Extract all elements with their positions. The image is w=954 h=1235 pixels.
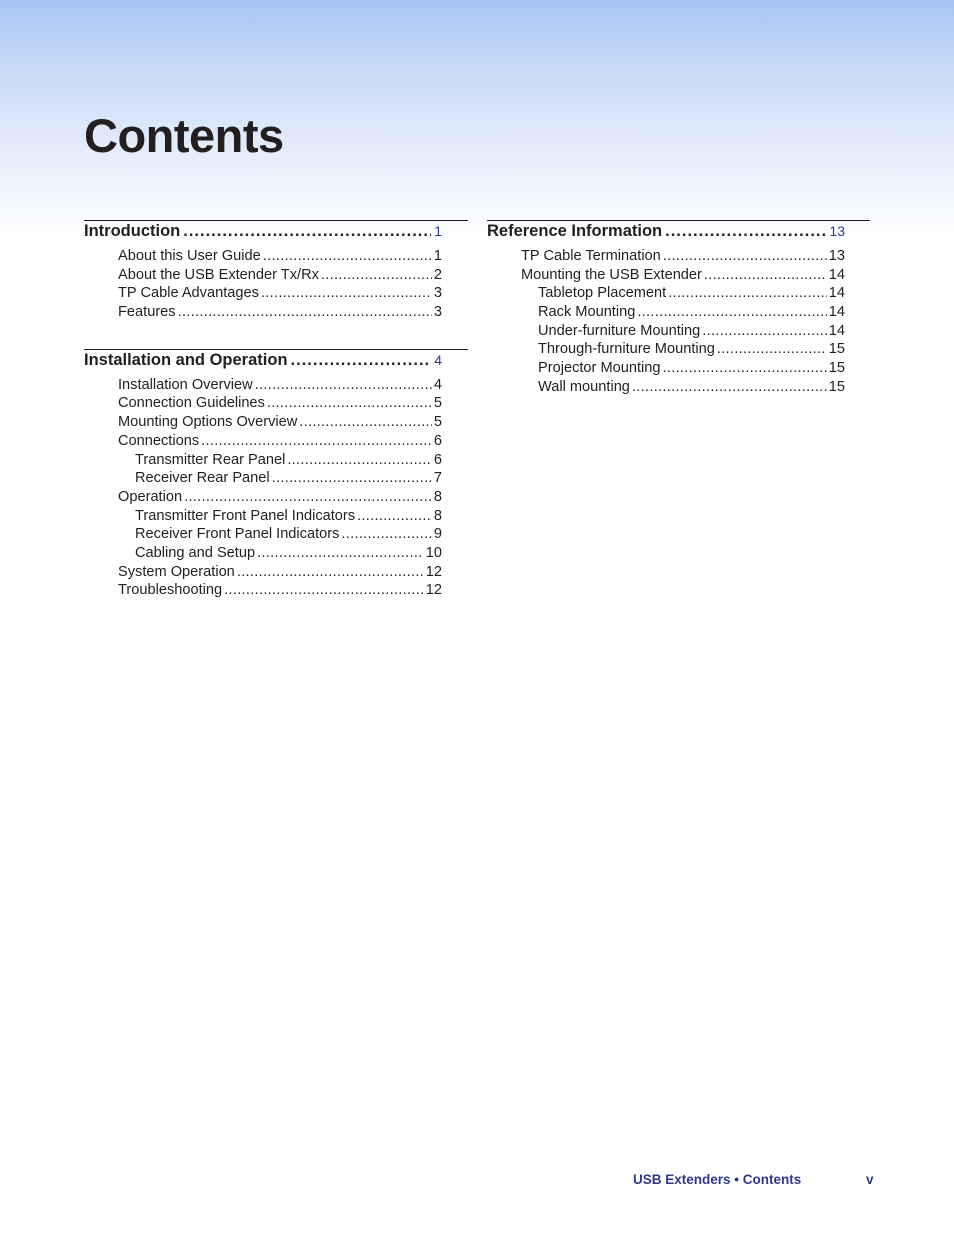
toc-section-heading[interactable] (487, 221, 845, 246)
dot-leader (704, 267, 827, 283)
toc-entry-page: 7 (433, 470, 442, 487)
toc-entry-label: Projector Mounting (538, 360, 661, 377)
toc-entry-page: 15 (828, 378, 845, 395)
section-page-link[interactable]: 1 (434, 223, 442, 239)
dot-leader (263, 248, 432, 264)
toc-entry-page: 13 (828, 248, 845, 264)
toc-entry[interactable] (538, 323, 845, 342)
toc-entry[interactable] (521, 267, 845, 286)
dot-leader (255, 377, 432, 393)
toc-entry-label: Operation (118, 488, 183, 505)
toc-entry-label: Under-furniture Mounting (538, 322, 701, 339)
section-divider (487, 220, 870, 246)
toc-entry-page: 12 (425, 582, 442, 599)
page-title: Contents (84, 109, 284, 162)
toc-entry-list (487, 248, 870, 398)
dot-leader (632, 379, 827, 395)
toc-entry-list (84, 248, 468, 323)
toc-entry-page: 15 (828, 341, 845, 358)
toc-entry[interactable] (521, 248, 845, 267)
dot-leader (287, 452, 432, 468)
toc-entry-label: Mounting Options Overview (118, 414, 298, 431)
toc-entry-page: 4 (433, 376, 442, 393)
dot-leader (637, 304, 826, 320)
dot-leader (717, 341, 827, 357)
dot-leader (665, 222, 826, 241)
dot-leader (321, 267, 432, 283)
toc-entry-label: Receiver Rear Panel (135, 470, 270, 487)
dot-leader (663, 360, 827, 376)
toc-left-column (84, 220, 468, 601)
toc-entry-label: Installation Overview (118, 376, 253, 393)
toc-section-heading[interactable] (84, 350, 442, 375)
toc-entry-label: Connection Guidelines (118, 395, 265, 412)
toc-entry-label: Mounting the USB Extender (521, 266, 702, 283)
toc-entry-page: 14 (828, 322, 845, 339)
toc-section (84, 349, 468, 601)
toc-entry-label: Cabling and Setup (135, 544, 256, 561)
toc-entry[interactable] (538, 341, 845, 360)
toc-entry-label: Through-furniture Mounting (538, 341, 715, 358)
toc-entry-page: 3 (433, 285, 442, 302)
toc-entry-page: 6 (433, 432, 442, 449)
footer-document-title: USB Extenders • Contents (633, 1172, 802, 1187)
dot-leader (201, 433, 432, 449)
toc-entry[interactable] (118, 489, 442, 508)
toc-entry-page: 8 (433, 507, 442, 524)
toc-entry[interactable] (538, 360, 845, 379)
toc-entry-label: TP Cable Termination (521, 248, 661, 264)
dot-leader (184, 489, 432, 505)
dot-leader (341, 526, 431, 542)
section-heading-label: Installation and Operation (84, 350, 288, 369)
dot-leader (224, 582, 424, 598)
toc-entry[interactable] (118, 414, 442, 433)
dot-leader (299, 414, 432, 430)
toc-entry-label: Features (118, 304, 176, 321)
toc-entry-label: About this User Guide (118, 248, 261, 264)
dot-leader (357, 508, 432, 524)
dot-leader (237, 564, 424, 580)
toc-entry-label: TP Cable Advantages (118, 285, 259, 302)
dot-leader (663, 248, 827, 264)
toc-entry-label: System Operation (118, 563, 235, 580)
toc-right-column (487, 220, 870, 398)
dot-leader (702, 323, 827, 339)
section-divider (84, 349, 468, 375)
toc-entry-label: Transmitter Front Panel Indicators (135, 507, 356, 524)
toc-entry[interactable] (118, 582, 442, 601)
toc-entry-label: Transmitter Rear Panel (135, 451, 286, 468)
section-heading-label: Introduction (84, 222, 181, 240)
toc-entry-label: About the USB Extender Tx/Rx (118, 266, 319, 283)
toc-entry[interactable] (118, 285, 442, 304)
dot-leader (668, 285, 827, 301)
toc-entry-page: 9 (433, 526, 442, 543)
toc-entry-label: Receiver Front Panel Indicators (135, 526, 340, 543)
toc-entry-page: 6 (433, 451, 442, 468)
toc-entry-page: 14 (828, 304, 845, 321)
toc-entry-label: Rack Mounting (538, 304, 636, 321)
section-heading-label: Reference Information (487, 222, 663, 240)
toc-entry-label: Tabletop Placement (538, 285, 667, 302)
toc-entry[interactable] (118, 564, 442, 583)
toc-entry-page: 14 (828, 266, 845, 283)
dot-leader (261, 285, 432, 301)
toc-entry-label: Wall mounting (538, 378, 630, 395)
toc-entry-list (84, 377, 468, 601)
toc-entry[interactable] (135, 470, 442, 489)
toc-entry-page: 5 (433, 414, 442, 431)
toc-section (84, 220, 468, 323)
section-page-link[interactable]: 4 (434, 351, 442, 368)
toc-entry[interactable] (135, 452, 442, 471)
toc-entry[interactable] (118, 395, 442, 414)
dot-leader (272, 470, 432, 486)
dot-leader (178, 304, 432, 320)
toc-entry[interactable] (118, 304, 442, 323)
toc-entry[interactable] (538, 304, 845, 323)
toc-entry-page: 15 (828, 360, 845, 377)
toc-entry-page: 14 (828, 285, 845, 302)
toc-entry-page: 10 (425, 544, 442, 561)
footer-page-number: v (866, 1172, 874, 1187)
section-divider (84, 220, 468, 246)
toc-entry-page: 8 (433, 488, 442, 505)
toc-entry-label: Connections (118, 432, 200, 449)
toc-entry[interactable] (118, 433, 442, 452)
dot-leader (183, 222, 431, 241)
toc-entry[interactable] (135, 545, 442, 564)
toc-entry[interactable] (135, 508, 442, 527)
toc-entry-page: 5 (433, 395, 442, 412)
toc-entry[interactable] (118, 267, 442, 286)
toc-entry[interactable] (118, 377, 442, 396)
toc-entry[interactable] (118, 248, 442, 267)
section-page-link[interactable]: 13 (829, 223, 845, 239)
toc-section (487, 220, 870, 398)
dot-leader (291, 351, 432, 370)
toc-entry[interactable] (538, 379, 845, 398)
toc-entry-label: Troubleshooting (118, 582, 223, 599)
toc-entry-page: 3 (433, 304, 442, 321)
toc-entry[interactable] (135, 526, 442, 545)
dot-leader (257, 545, 424, 561)
toc-entry[interactable] (538, 285, 845, 304)
toc-section-heading[interactable] (84, 221, 442, 246)
dot-leader (267, 395, 432, 411)
toc-entry-page: 1 (433, 248, 442, 264)
toc-entry-page: 12 (425, 563, 442, 580)
toc-entry-page: 2 (433, 266, 442, 283)
